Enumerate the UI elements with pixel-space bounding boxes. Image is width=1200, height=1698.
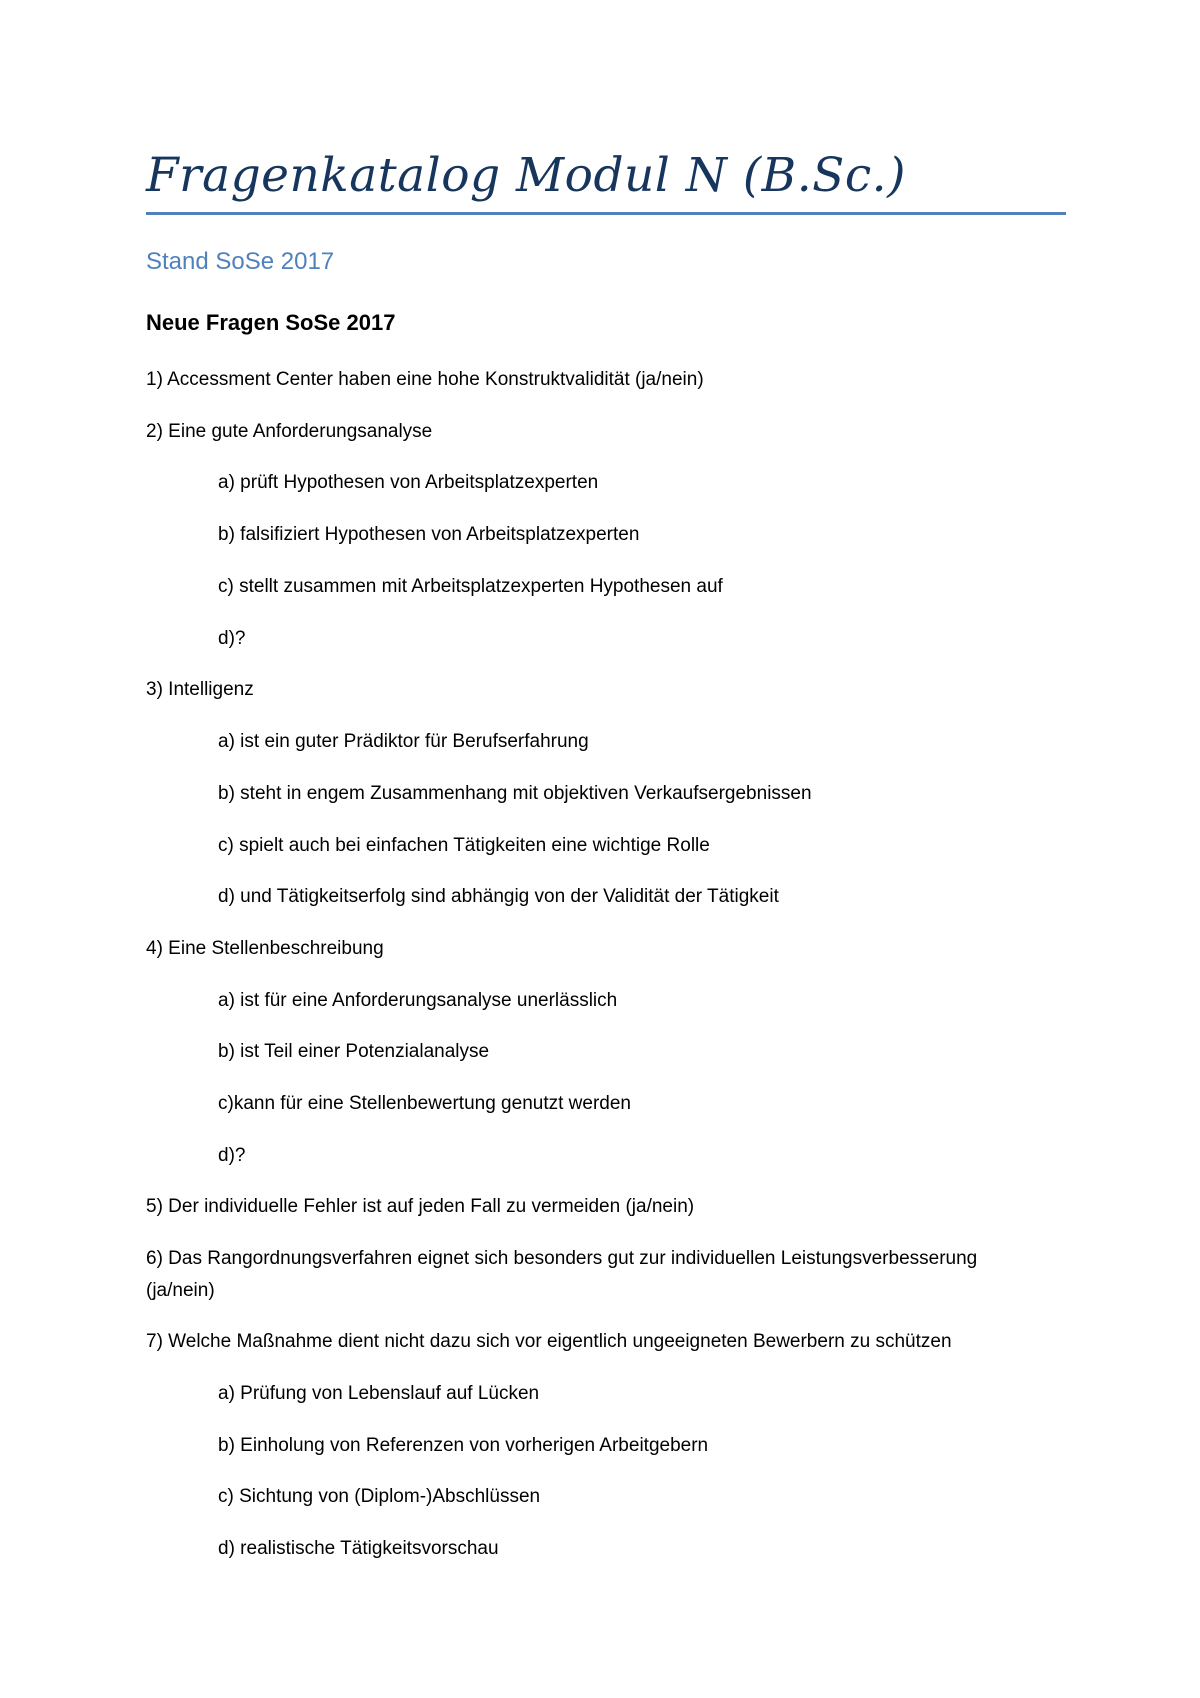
question-6: 6) Das Rangordnungsverfahren eignet sich besonders gut zur individuellen Leistungsverbesserung xyxy=(146,1248,978,1269)
question-4-option-a: a) ist für eine Anforderungsanalyse unerlässlich xyxy=(218,990,618,1011)
question-2-option-a: a) prüft Hypothesen von Arbeitsplatzexperten xyxy=(218,472,599,493)
question-7-option-d: d) realistische Tätigkeitsvorschau xyxy=(218,1538,499,1559)
question-2: 2) Eine gute Anforderungsanalyse xyxy=(146,421,433,442)
question-4-option-b: b) ist Teil einer Potenzialanalyse xyxy=(218,1041,490,1062)
question-1: 1) Accessment Center haben eine hohe Konstruktvalidität (ja/nein) xyxy=(146,369,704,390)
question-6-continuation: (ja/nein) xyxy=(146,1280,215,1301)
question-3-option-c: c) spielt auch bei einfachen Tätigkeiten eine wichtige Rolle xyxy=(218,835,710,856)
question-3-option-d: d) und Tätigkeitserfolg sind abhängig von der Validität der Tätigkeit xyxy=(218,886,779,907)
question-2-option-d: d)? xyxy=(218,628,246,649)
question-3-option-a: a) ist ein guter Prädiktor für Berufserfahrung xyxy=(218,731,589,752)
question-7-option-c: c) Sichtung von (Diplom-)Abschlüssen xyxy=(218,1486,541,1507)
question-3-option-b: b) steht in engem Zusammenhang mit objektiven Verkaufsergebnissen xyxy=(218,783,812,804)
title-underline xyxy=(146,212,1066,215)
question-7-option-b: b) Einholung von Referenzen von vorherigen Arbeitgebern xyxy=(218,1435,709,1456)
section-heading: Neue Fragen SoSe 2017 xyxy=(146,310,396,335)
question-5: 5) Der individuelle Fehler ist auf jeden Fall zu vermeiden (ja/nein) xyxy=(146,1196,695,1217)
question-3: 3) Intelligenz xyxy=(146,679,254,700)
question-2-option-b: b) falsifiziert Hypothesen von Arbeitsplatzexperten xyxy=(218,524,640,545)
question-4: 4) Eine Stellenbeschreibung xyxy=(146,938,384,959)
document-title: Fragenkatalog Modul N (B.Sc.) xyxy=(146,148,906,203)
question-4-option-c: c)kann für eine Stellenbewertung genutzt werden xyxy=(218,1093,631,1114)
question-2-option-c: c) stellt zusammen mit Arbeitsplatzexperten Hypothesen auf xyxy=(218,576,723,597)
document-subtitle: Stand SoSe 2017 xyxy=(146,248,335,275)
question-4-option-d: d)? xyxy=(218,1145,246,1166)
question-7-option-a: a) Prüfung von Lebenslauf auf Lücken xyxy=(218,1383,540,1404)
question-7: 7) Welche Maßnahme dient nicht dazu sich vor eigentlich ungeeigneten Bewerbern zu schützen xyxy=(146,1331,952,1352)
